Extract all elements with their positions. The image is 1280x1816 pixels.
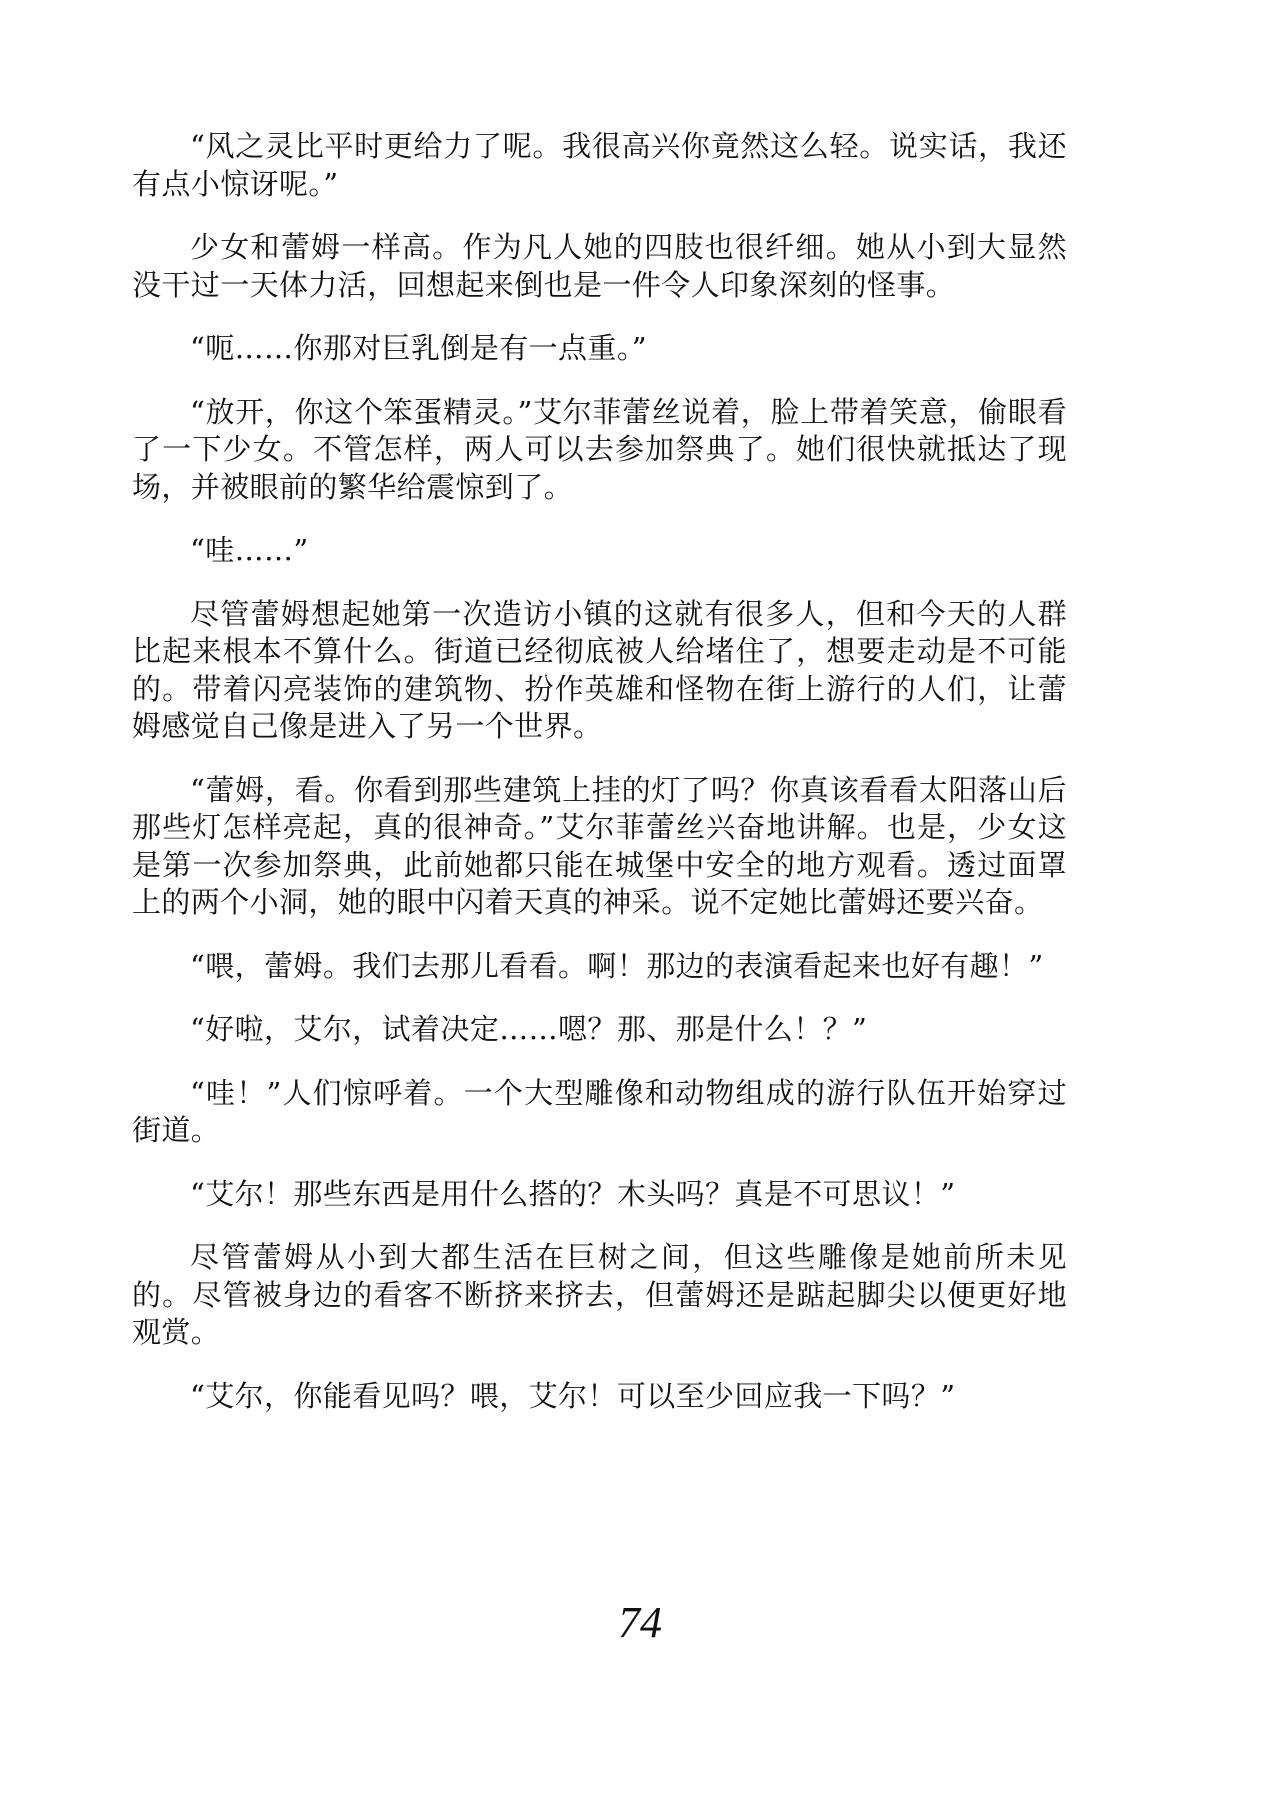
body-text bbox=[132, 128, 1067, 1441]
paragraph: 尽管蕾姆想起她第一次造访小镇的这就有很多人，但和今天的人群比起来根本不算什么。街道已经彻底被人给堵住了，想要走动是不可能的。带着闪亮装饰的建筑物、扮作英雄和怪物在街上游行的人们，让蕾姆感觉自己像是进入了另一个世界。 bbox=[132, 596, 1067, 743]
paragraph: “艾尔，你能看见吗？喂，艾尔！可以至少回应我一下吗？” bbox=[190, 1378, 956, 1413]
paragraph: “喂，蕾姆。我们去那儿看看。啊！那边的表演看起来也好有趣！” bbox=[190, 948, 1044, 983]
paragraph: “风之灵比平时更给力了呢。我很高兴你竟然这么轻。说实话，我还有点小惊讶呢。” bbox=[132, 129, 1067, 201]
page-number: 74 bbox=[618, 1598, 662, 1647]
paragraph: “哇！”人们惊呼着。一个大型雕像和动物组成的游行队伍开始穿过街道。 bbox=[132, 1075, 1067, 1147]
paragraph: “放开，你这个笨蛋精灵。”艾尔菲蕾丝说着，脸上带着笑意，偷眼看了一下少女。不管怎样，两人可以去参加祭典了。她们很快就抵达了现场，并被眼前的繁华给震惊到了。 bbox=[132, 394, 1067, 504]
paragraph: “哇……” bbox=[190, 533, 309, 567]
paragraph: “好啦，艾尔，试着决定……嗯？那、那是什么！？” bbox=[190, 1012, 868, 1046]
paragraph: “蕾姆，看。你看到那些建筑上挂的灯了吗？你真该看看太阳落山后那些灯怎样亮起，真的很神奇。”艾尔菲蕾丝兴奋地讲解。也是，少女这是第一次参加祭典，此前她都只能在城堡中安全的地方观看。透过面罩上的两个小洞，她的眼中闪着天真的神采。说不定她比蕾姆还要兴奋。 bbox=[132, 772, 1067, 919]
paragraph: “呃……你那对巨乳倒是有一点重。” bbox=[190, 331, 647, 365]
paragraph: 少女和蕾姆一样高。作为凡人她的四肢也很纤细。她从小到大显然没干过一天体力活，回想起来倒也是一件令人印象深刻的怪事。 bbox=[132, 230, 1067, 302]
paragraph: 尽管蕾姆从小到大都生活在巨树之间，但这些雕像是她前所未见的。尽管被身边的看客不断挤来挤去，但蕾姆还是踮起脚尖以便更好地观赏。 bbox=[132, 1240, 1067, 1349]
paragraph: “艾尔！那些东西是用什么搭的？木头吗？真是不可思议！” bbox=[190, 1176, 956, 1211]
